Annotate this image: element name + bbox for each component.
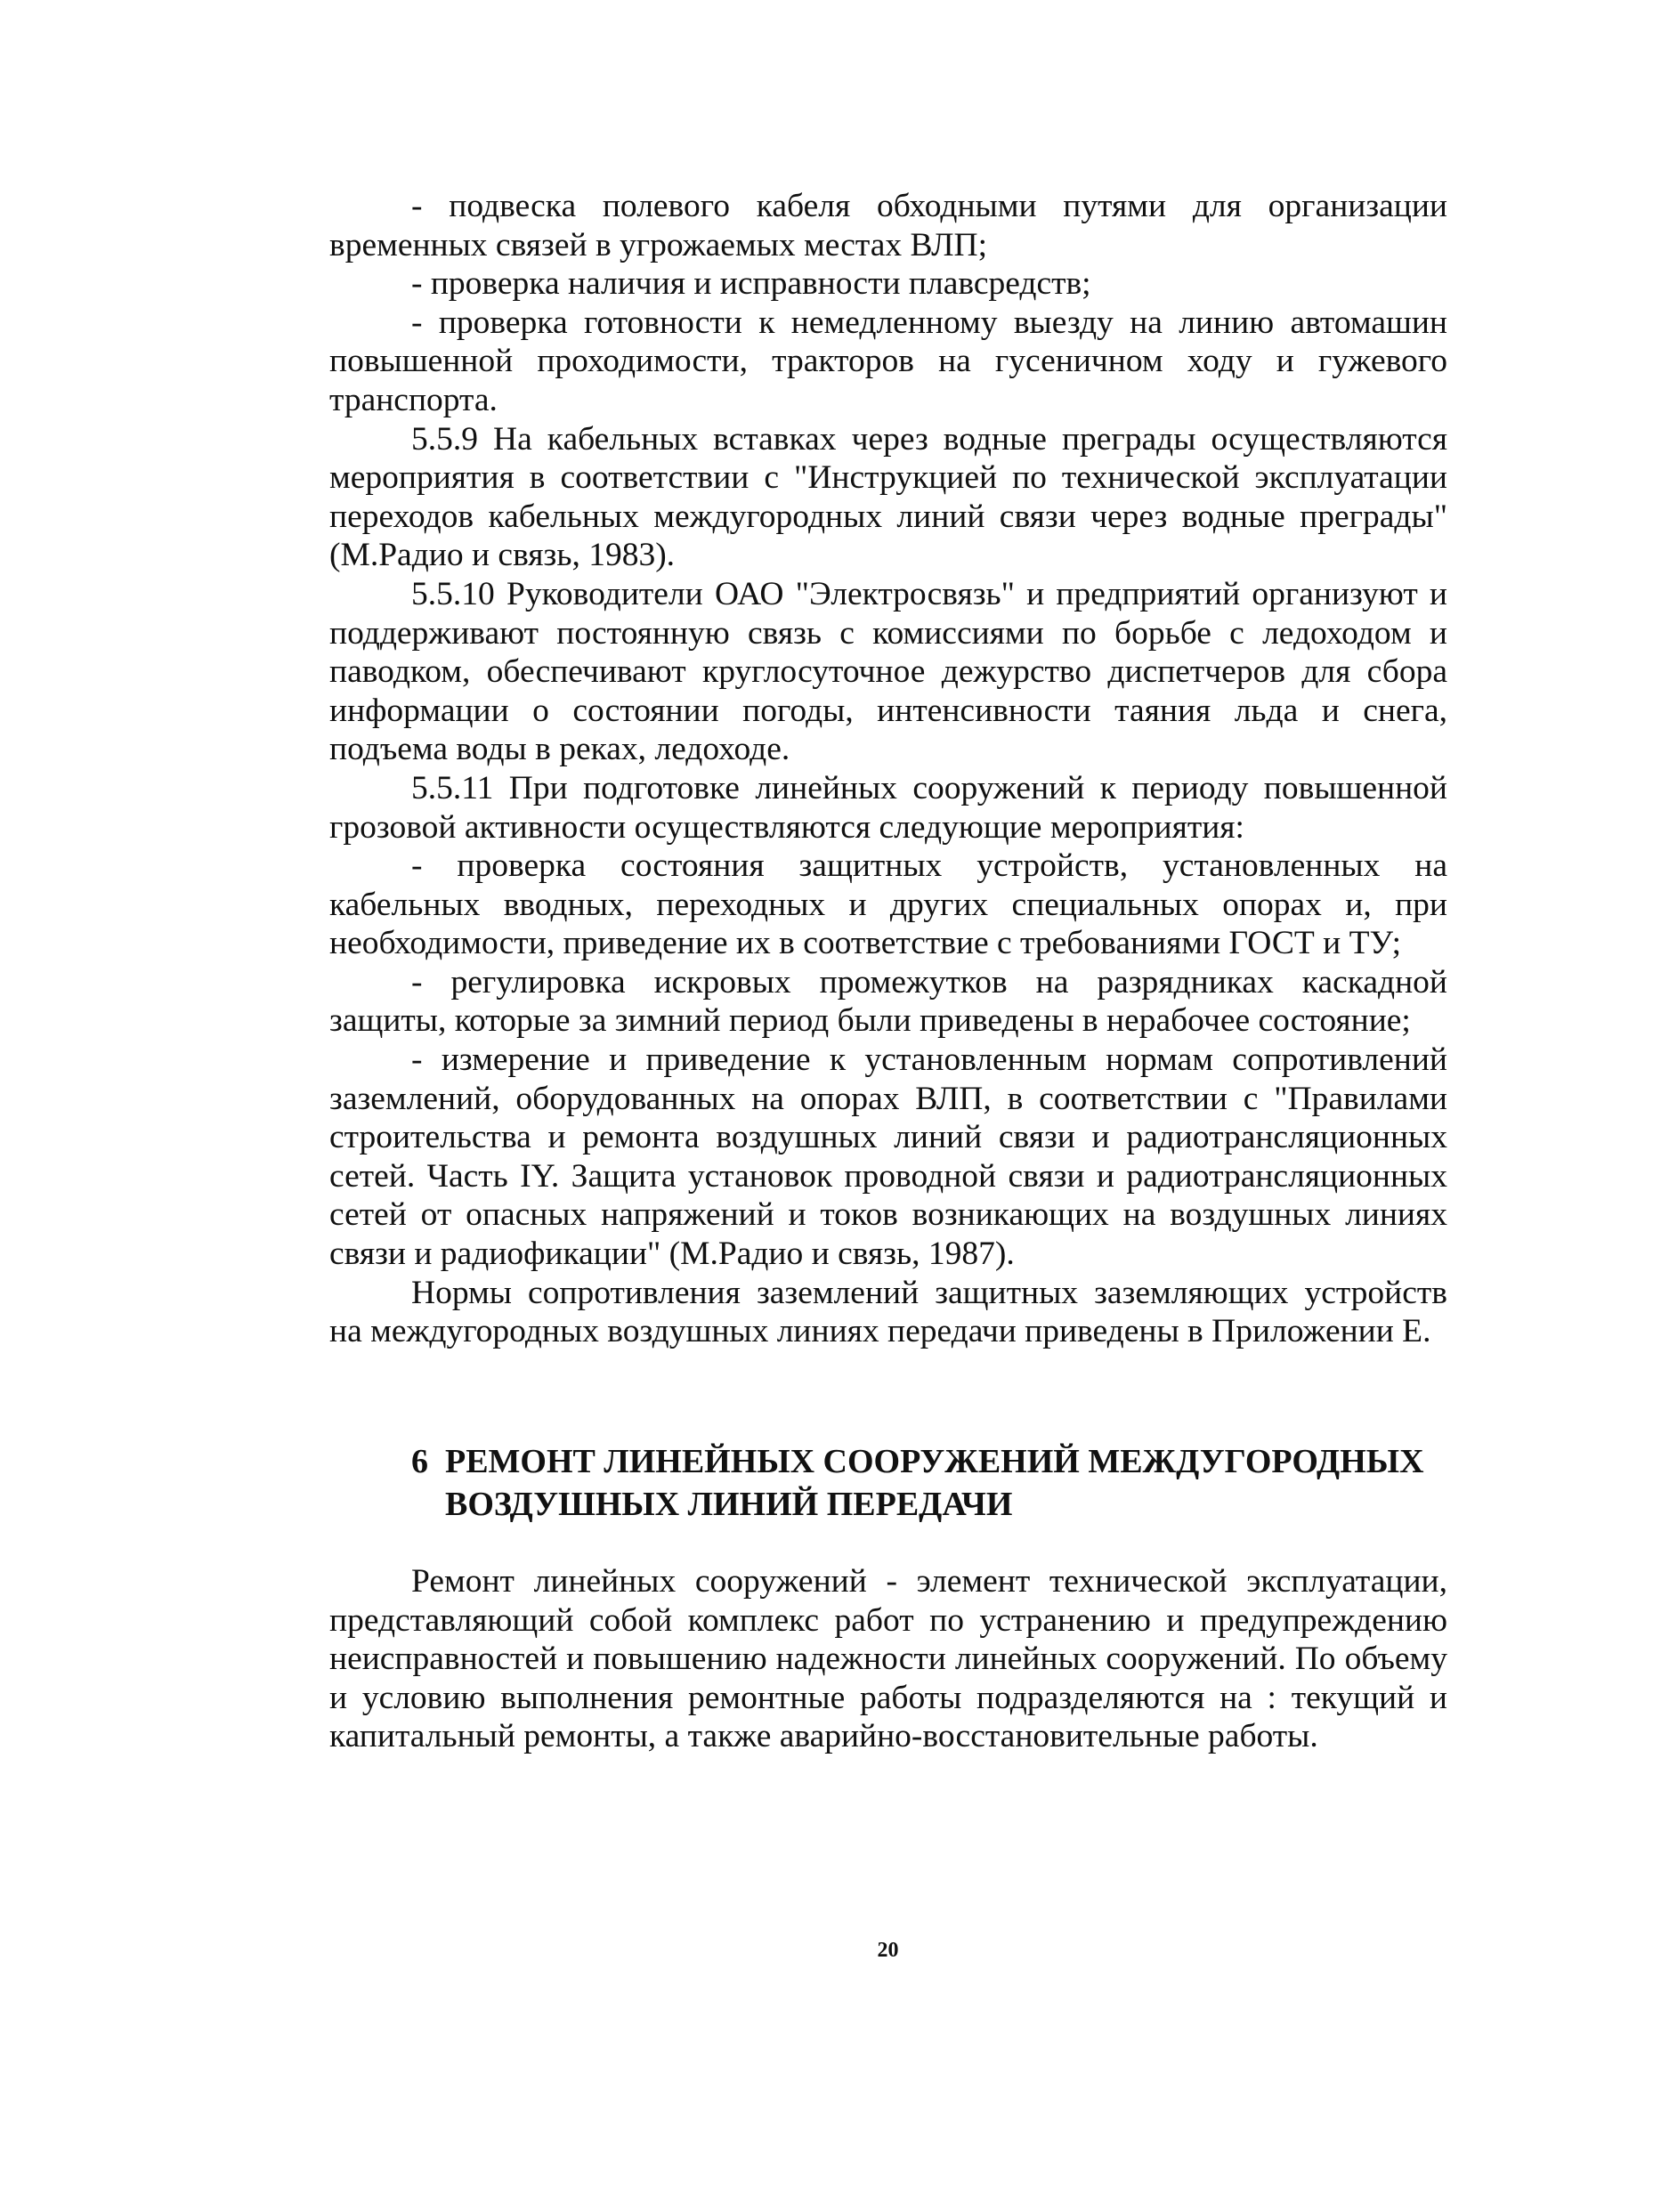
section-number: 6 (411, 1443, 428, 1480)
section-title-line2: ВОЗДУШНЫХ ЛИНИЙ ПЕРЕДАЧИ (445, 1486, 1013, 1523)
paragraph-vehicles-check: - проверка готовности к немедленному выезду на линию автомашин повышенной проходимости, тракторов на гусеничном ходу и гужевого транспорта. (329, 304, 1447, 418)
body-text (329, 187, 1447, 1351)
paragraph-grounding-norms: Нормы сопротивления заземлений защитных заземляющих устройств на междугородных воздушных линиях передачи приведены в Приложении Е. (329, 1274, 1447, 1350)
paragraph-spark-gaps: - регулировка искровых промежутков на разрядниках каскадной защиты, которые за зимний период были приведены в нерабочее состояние; (329, 963, 1447, 1040)
page-number: 20 (877, 1939, 899, 1962)
section-title-line1: РЕМОНТ ЛИНЕЙНЫХ СООРУЖЕНИЙ МЕЖДУГОРОДНЫХ (445, 1443, 1424, 1480)
paragraph-5-5-10: 5.5.10 Руководители ОАО "Электросвязь" и предприятий организуют и поддерживают постоянную связь с комиссиями по борьбе с ледоходом и паводком, обеспечивают круглосуточное дежурство диспетчеров для сбора информации о состоянии погоды, интенсивности таяния льда и снега, подъема воды в реках, ледоходе. (329, 575, 1447, 768)
paragraph-grounding-measurement: - измерение и приведение к установленным нормам сопротивлений заземлений, оборудованных на опорах ВЛП, в соответствии с "Правилами строительства и ремонта воздушных линий связи и радиотрансляционных сетей. Часть IY. Защита установок проводной связи и радиотрансляционных сетей от опасных напряжений и токов возникающих на воздушных линиях связи и радиофикации" (М.Радио и связь, 1987). (329, 1041, 1447, 1273)
paragraph-protective-devices: - проверка состояния защитных устройств, установленных на кабельных вводных, переходных и других специальных опорах и, при необходимости, приведение их в соответствие с требованиями ГОСТ и ТУ; (329, 847, 1447, 962)
paragraph-repair-definition: Ремонт линейных сооружений - элемент технической эксплуатации, представляющий собой комплекс работ по устранению и предупреждению неисправностей и повышению надежности линейных сооружений. По объему и условию выполнения ремонтные работы подразделяются на : текущий и капитальный ремонты, а также аварийно-восстановительные работы. (329, 1563, 1447, 1755)
paragraph-field-cable: - подвеска полевого кабеля обходными путями для организации временных связей в угрожаемых местах ВЛП; (329, 188, 1447, 263)
paragraph-5-5-11: 5.5.11 При подготовке линейных сооружений к периоду повышенной грозовой активности осуществляются следующие мероприятия: (329, 769, 1447, 846)
section-text (329, 1562, 1447, 1756)
paragraph-boats-check: - проверка наличия и исправности плавсредств; (411, 265, 1091, 303)
section-heading (411, 1440, 1479, 1526)
paragraph-5-5-9: 5.5.9 На кабельных вставках через водные преграды осуществляются мероприятия в соответствии с "Инструкцией по технической эксплуатации переходов кабельных междугородных линий связи через водные преграды" (М.Радио и связь, 1983). (329, 420, 1447, 574)
